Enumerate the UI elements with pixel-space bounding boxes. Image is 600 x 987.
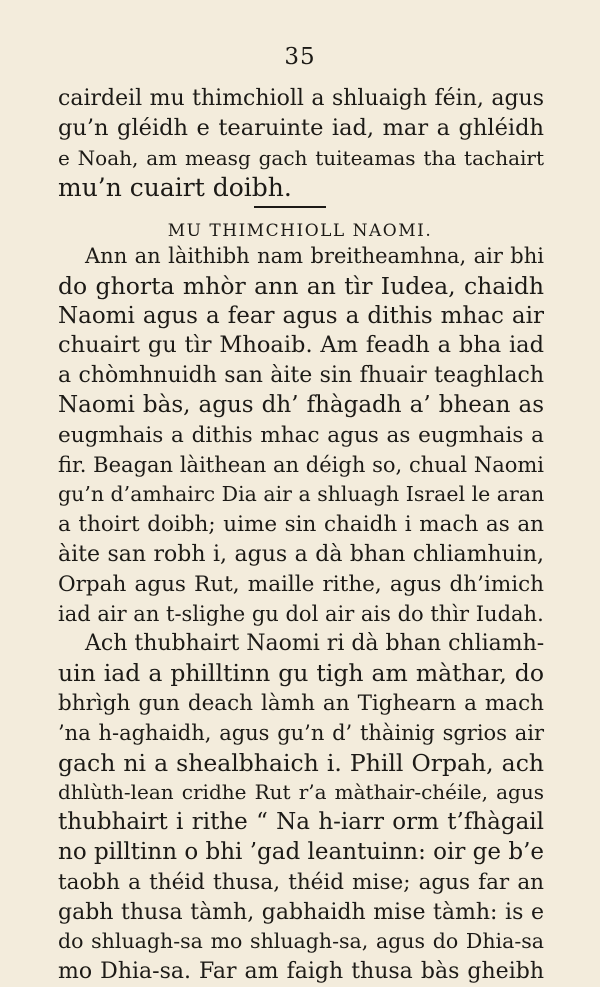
text-line: gu’n d’amhairc Dia air a shluagh Israel le aran <box>58 482 545 507</box>
section-heading: MU THIMCHIOLL NAOMI. <box>167 221 433 241</box>
text-line: Naomi bàs, agus dh’ fhàgadh a’ bhean as <box>58 391 544 418</box>
text-line: taobh a théid thusa, théid mise; agus far an <box>58 869 544 895</box>
page-number: 35 <box>284 44 316 70</box>
text-line: gu’n gléidh e tearuinte iad, mar a ghléidh <box>58 114 544 141</box>
text-line: mu’n cuairt doibh. <box>58 173 292 203</box>
text-line: do ghorta mhòr ann an tìr Iudea, chaidh <box>58 271 544 300</box>
text-line: cairdeil mu thimchioll a shluaigh féin, agus <box>58 86 544 111</box>
opening-paragraph <box>58 84 544 203</box>
text-line: gabh thusa tàmh, gabhaidh mise tàmh: is e <box>58 899 544 925</box>
text-line: thubhairt i rithe “ Na h-iarr orm t’fhàgail <box>58 809 544 836</box>
text-line: Ann an làithibh nam breitheamhna, air bhi <box>85 244 544 268</box>
text-line: gach ni a shealbhaich i. Phill Orpah, ach <box>58 748 544 777</box>
text-line: dhlùth-lean cridhe Rut r’a màthair-chéile, agus <box>58 780 544 805</box>
text-line: bhrìgh gun deach làmh an Tighearn a mach <box>58 690 544 716</box>
text-line: a thoirt doibh; uime sin chaidh i mach as an <box>58 512 544 538</box>
text-line: fir. Beagan làithean an déigh so, chual Naomi <box>58 452 544 477</box>
text-line: Orpah agus Rut, maille rithe, agus dh’imich <box>58 571 544 597</box>
section-body <box>58 242 544 987</box>
text-line: uin iad a philltinn gu tigh am màthar, do <box>58 659 544 688</box>
text-line: ’na h-aghaidh, agus gu’n d’ thàinig sgrios air <box>58 720 544 745</box>
text-line: e Noah, am measg gach tuiteamas tha tachairt <box>58 145 544 170</box>
text-line: a chòmhnuidh san àite sin fhuair teaghlach <box>58 363 544 389</box>
text-line: no pilltinn o bhi ’gad leantuinn: oir ge b’e <box>58 838 544 865</box>
text-line: Naomi agus a fear agus a dithis mhac air <box>58 302 544 329</box>
section-divider <box>254 206 326 208</box>
text-line: iad air an t-slighe gu dol air ais do thìr Iudah. <box>58 601 544 626</box>
text-line: do shluagh-sa mo shluagh-sa, agus do Dhia-sa <box>58 929 544 954</box>
text-line: àite san robh i, agus a dà bhan chliamhuin, <box>58 541 544 567</box>
text-line: Ach thubhairt Naomi ri dà bhan chliamh- <box>85 631 545 657</box>
text-line: eugmhais a dithis mhac agus as eugmhais a <box>58 422 544 448</box>
text-line: chuairt gu tìr Mhoaib. Am feadh a bha iad <box>58 332 544 359</box>
text-line: mo Dhia-sa. Far am faigh thusa bàs gheibh <box>58 959 544 985</box>
